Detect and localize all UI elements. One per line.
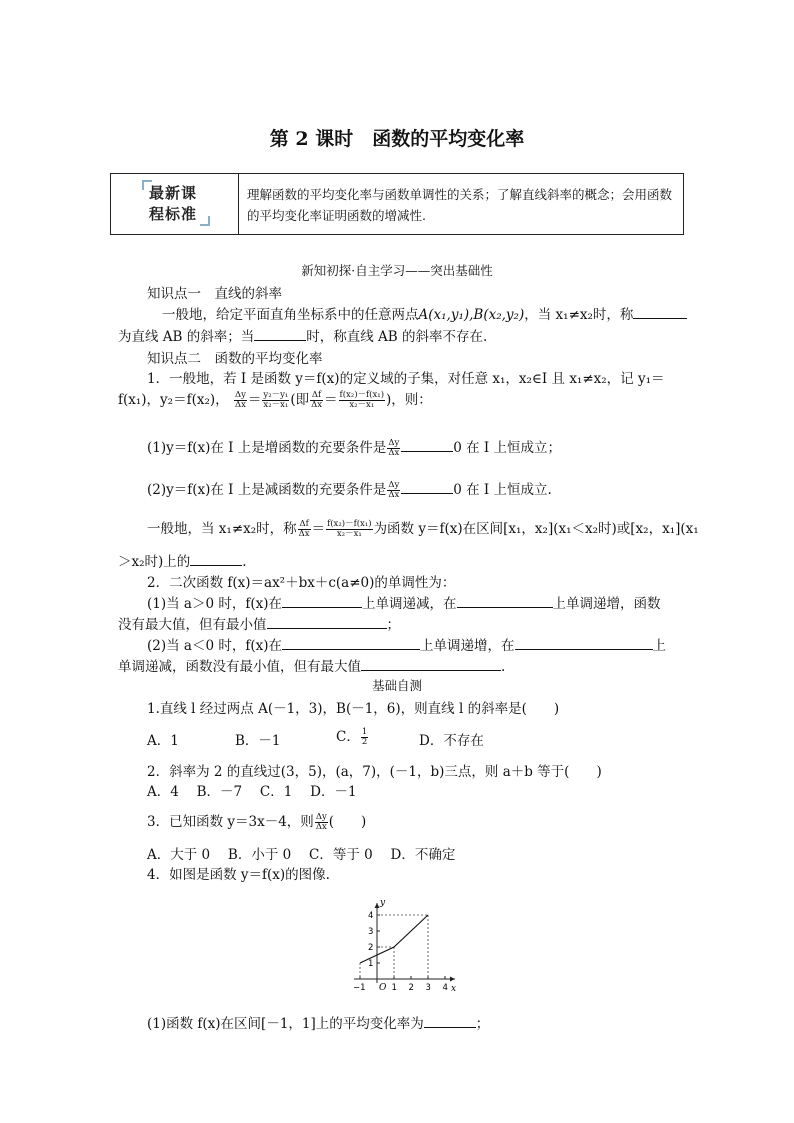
fraction [339, 391, 385, 410]
text: ，当 x₁≠x₂时，称 [524, 307, 634, 323]
denominator: Δx [234, 400, 246, 410]
y-tick-label: 1 [368, 959, 374, 969]
question-2-options[interactable]: A．4 B．－7 C．1 D．－1 [147, 784, 357, 800]
question-1-option-b[interactable]: B．－1 [235, 733, 281, 749]
y-tick-label: 3 [368, 927, 374, 937]
course-standard-table [110, 173, 684, 235]
x-tick-label: 3 [425, 983, 431, 993]
increasing-condition [147, 436, 561, 458]
denominator: 2 [361, 737, 368, 747]
text: 上 [652, 638, 666, 654]
text: ； [475, 1016, 490, 1032]
text: . [242, 554, 247, 570]
answer-blank[interactable] [282, 637, 420, 650]
fraction [234, 391, 247, 410]
function-graph [350, 884, 480, 994]
text: 上单调递减，在 [362, 596, 457, 612]
text: 0 在 I 上恒成立； [453, 440, 562, 456]
x-tick-label: 2 [408, 983, 414, 993]
denominator: Δx [311, 400, 323, 410]
a-negative-line2 [118, 655, 505, 675]
section-heading: 基础自测 [371, 678, 422, 693]
answer-blank[interactable] [282, 595, 362, 608]
points: A(x₁,y₁),B(x₂,y₂) [418, 307, 525, 323]
answer-blank[interactable] [457, 595, 553, 608]
answer-blank[interactable] [267, 616, 387, 629]
decreasing-condition [147, 478, 552, 500]
numerator: Δy [388, 480, 400, 490]
question-2-stem: 2．斜率为 2 的直线过(3，5)，(a，7)，(－1，b)三点，则 a＋b 等于( ) [147, 764, 602, 780]
avg-rate-paragraph-line1: 1．一般地，若 I 是函数 y＝f(x)的定义域的子集，对任意 x₁，x₂∈I 且 x₁≠x₂，记 y₁＝ [147, 371, 665, 387]
fraction [298, 520, 311, 539]
slope-definition-line2 [118, 325, 487, 345]
numerator: f(x₂)－f(x₁) [327, 519, 372, 529]
y-axis-arrow [375, 903, 380, 908]
question-1-stem: 1.直线 l 经过两点 A(－1，3)，B(－1，6)，则直线 l 的斜率是( ) [147, 701, 560, 717]
badge-label: 最新课 [149, 184, 198, 202]
text: 为函数 y＝f(x)在区间[x₁，x₂](x₁＜x₂时)或[x₂，x₁](x₁ [373, 521, 699, 537]
answer-blank[interactable] [401, 439, 453, 452]
fraction [315, 813, 328, 832]
a-negative-line1 [147, 634, 666, 654]
fraction [387, 481, 400, 500]
table-divider [238, 174, 239, 234]
denominator: Δx [298, 529, 310, 539]
question-1-option-c[interactable] [336, 725, 369, 747]
x-tick-label: 1 [391, 983, 397, 993]
a-positive-line2 [118, 613, 400, 633]
numerator: f(x₂)－f(x₁) [339, 390, 385, 400]
x-axis-arrow [450, 977, 455, 982]
text: 一般地，当 x₁≠x₂时，称 [147, 521, 297, 537]
y-tick-label: 4 [368, 911, 374, 921]
fraction [326, 520, 372, 539]
numerator: Δy [234, 390, 246, 400]
answer-blank[interactable] [254, 328, 306, 341]
denominator: x₂－x₁ [349, 400, 375, 410]
answer-blank[interactable] [515, 637, 653, 650]
text: 上单调递增，在 [420, 638, 515, 654]
question-4-stem: 4．如图是函数 y＝f(x)的图像. [147, 867, 330, 883]
text: ＞x₂时)上的 [118, 554, 191, 570]
y-axis-label: y [380, 898, 386, 908]
a-positive-line1 [147, 592, 661, 612]
course-standard-badge [142, 180, 210, 226]
text: ； [386, 617, 400, 633]
answer-blank[interactable] [190, 553, 242, 566]
badge-corner [200, 216, 210, 226]
answer-blank[interactable] [633, 306, 687, 319]
section-heading: 新知初探·自主学习——突出基础性 [301, 263, 493, 278]
y-tick-label: 2 [368, 943, 374, 953]
denominator: x₂－x₁ [336, 529, 362, 539]
denominator: Δx [315, 822, 327, 832]
fraction [310, 391, 323, 410]
numerator: Δf [299, 519, 309, 529]
text: 3．已知函数 y＝3x－4，则 [147, 814, 314, 830]
answer-blank[interactable] [401, 481, 453, 494]
knowledge-point-heading: 知识点二 函数的平均变化率 [147, 351, 323, 367]
slope-definition-line1 [162, 303, 687, 323]
x-tick-label: 4 [442, 983, 448, 993]
text: 单调递减，函数没有最小值，但有最大值 [118, 659, 361, 675]
course-standard-text: 理解函数的平均变化率与函数单调性的关系；了解直线斜率的概念；会用函数的平均变化率证明函数的增减性. [247, 187, 673, 223]
text: 时，称直线 AB 的斜率不存在. [306, 329, 488, 345]
option-label: C． [336, 729, 360, 745]
text: (即 [290, 392, 310, 408]
fraction [262, 391, 289, 410]
text: ( ) [328, 814, 367, 830]
numerator: y₂－y₁ [263, 390, 289, 400]
page-title: 第 2 课时 函数的平均变化率 [269, 128, 525, 150]
denominator: x₂－x₁ [263, 400, 289, 410]
denominator: Δx [388, 448, 400, 458]
question-1-option-d[interactable]: D．不存在 [419, 733, 484, 749]
answer-blank[interactable] [424, 1015, 476, 1028]
question-4-sub1 [147, 1012, 489, 1032]
text: )，则： [386, 392, 432, 408]
numerator: Δf [311, 390, 322, 400]
text: 一般地，给定平面直角坐标系中的任意两点 [162, 307, 419, 323]
knowledge-point-heading: 知识点一 直线的斜率 [147, 286, 282, 302]
x-tick-label: −1 [353, 983, 366, 993]
text: (1)当 a＞0 时，f(x)在 [147, 596, 282, 612]
badge-label: 程标准 [149, 205, 198, 223]
x-axis-label: x [451, 984, 457, 994]
avg-rate-paragraph-line2: f(x₁)，y₂＝f(x₂)， $\frac{\Delta y}{\Delta x}$ ＝ $\frac{\text{y₂－y₁}}{\text{x₂－x₁}}$ (即 $\frac{\Delta f}{\Delta x}$ ＝ $\frac{\text{f(x₂)－f(x₁)}}{\text{x₂－x₁}}$ )，则： [118, 390, 432, 410]
question-3-stem [147, 810, 366, 832]
text: (2)y＝f(x)在 I 上是减函数的充要条件是 [147, 482, 387, 498]
text: . [501, 659, 506, 675]
text: 0 在 I 上恒成立. [453, 482, 552, 498]
fraction [361, 728, 368, 747]
numerator: Δy [388, 438, 400, 448]
text: 上单调递增，函数 [552, 596, 661, 612]
text: (1)y＝f(x)在 I 上是增函数的充要条件是 [147, 440, 387, 456]
quadratic-monotonicity-intro: 2．二次函数 f(x)＝ax²＋bx＋c(a≠0)的单调性为： [147, 575, 456, 591]
text: 没有最大值，但有最小值 [118, 617, 267, 633]
numerator: 1 [361, 727, 368, 737]
text: 为直线 AB 的斜率；当 [118, 329, 255, 345]
text: f(x₁)，y₂＝f(x₂)， [118, 392, 229, 408]
general-definition-line1: 一般地，当 x₁≠x₂时，称 $\frac{\Delta f}{\Delta x}$ ＝ $\frac{\text{f(x₂)－f(x₁)}}{\text{x₂－x₁}}$ 为函数 y＝f(x)在区间[x₁，x₂](x₁＜x₂时)或[x₂，x₁](x₁ [147, 519, 699, 539]
answer-blank[interactable] [361, 658, 501, 671]
chart-layer [353, 898, 456, 994]
question-1-option-a[interactable]: A．1 [147, 733, 179, 749]
general-definition-line2 [118, 550, 247, 570]
text: (1)函数 f(x)在区间[－1，1]上的平均变化率为 [147, 1016, 424, 1032]
origin-label: O [379, 983, 387, 993]
numerator: Δy [315, 812, 327, 822]
fraction [387, 439, 400, 458]
text: (2)当 a＜0 时，f(x)在 [147, 638, 282, 654]
question-3-options[interactable]: A．大于 0 B．小于 0 C．等于 0 D．不确定 [147, 847, 456, 863]
denominator: Δx [388, 490, 400, 500]
